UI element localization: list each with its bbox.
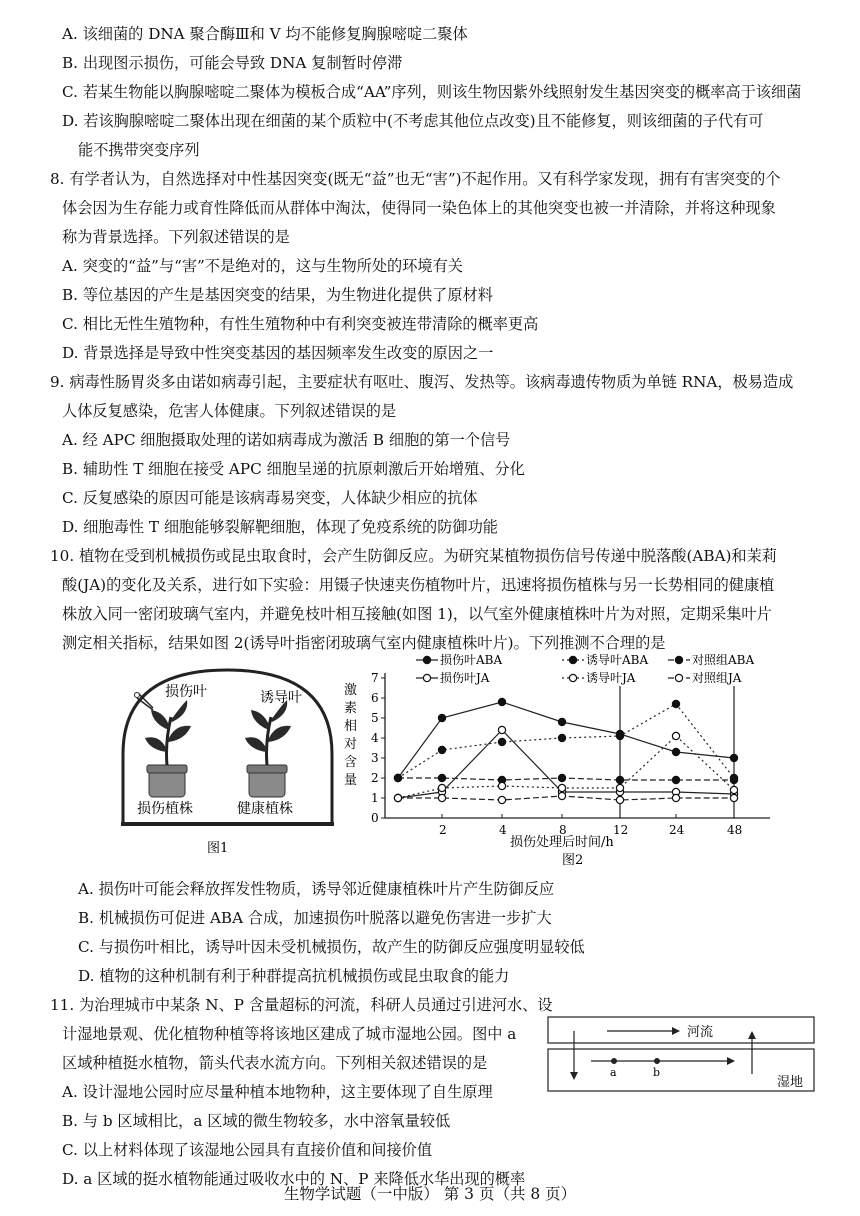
- series-5: [394, 792, 737, 803]
- data-point: [558, 784, 565, 791]
- data-point: [498, 726, 505, 733]
- data-point: [394, 794, 401, 801]
- data-point: [498, 782, 505, 789]
- data-point: [730, 794, 737, 801]
- series-1: [394, 700, 737, 781]
- data-point: [394, 774, 401, 781]
- series-line: [398, 704, 734, 778]
- series-2: [394, 774, 737, 783]
- data-point: [498, 796, 505, 803]
- figure-1-caption: 图1: [207, 841, 229, 856]
- x-tick-label: 2: [439, 823, 447, 837]
- x-tick-label: 8: [559, 823, 567, 837]
- label-a: a: [610, 1066, 617, 1079]
- legend-label: 对照组JA: [692, 671, 742, 685]
- y-tick-label: 4: [371, 731, 379, 745]
- label-b: b: [653, 1066, 661, 1079]
- series-line: [398, 702, 734, 778]
- label-healthy-plant: 健康植株: [237, 801, 293, 817]
- x-tick-label: 48: [727, 823, 743, 837]
- x-tick-label: 12: [613, 823, 629, 837]
- data-point: [558, 792, 565, 799]
- text-line-q7d1: D. 若该胸腺嘧啶二聚体出现在细菌的某个质粒中(不考虑其他位点改变)且不能修复，则该细菌的子代有可: [62, 112, 764, 130]
- text-line-q8s1: 8. 有学者认为，自然选择对中性基因突变(既无“益”也无“害”)不起作用。又有科学家发现，拥有有害突变的个: [50, 170, 781, 188]
- data-point: [616, 796, 623, 803]
- text-line-q8c: C. 相比无性生殖物种，有性生殖物种中有利突变被连带清除的概率更高: [62, 315, 539, 333]
- data-point: [498, 698, 505, 705]
- text-line-q10s1: 10. 植物在受到机械损伤或昆虫取食时，会产生防御反应。为研究某植物损伤信号传递中脱落酸(ABA)和茉莉: [50, 547, 777, 565]
- data-point: [438, 774, 445, 781]
- data-point: [672, 794, 679, 801]
- data-point: [616, 776, 623, 783]
- text-line-q10s4: 测定相关指标，结果如图 2(诱导叶指密闭玻璃气室内健康植株叶片)。下列推测不合理的是: [62, 634, 666, 652]
- y-tick-label: 0: [371, 811, 379, 825]
- x-tick-label: 4: [499, 823, 507, 837]
- series-0: [394, 698, 737, 781]
- text-line-q9s1: 9. 病毒性肠胃炎多由诺如病毒引起，主要症状有呕吐、腹泻、发热等。该病毒遗传物质为单链 RNA，极易造成: [50, 373, 794, 391]
- text-line-q10b: B. 机械损伤可促进 ABA 合成，加速损伤叶脱落以避免伤害进一步扩大: [78, 909, 552, 927]
- data-point: [672, 732, 679, 739]
- chart-y-axis-label: 激素相对含量: [344, 683, 358, 788]
- data-point: [730, 754, 737, 761]
- text-line-q11d: D. a 区域的挺水植物能通过吸收水中的 N、P 来降低水华出现的概率: [62, 1170, 526, 1188]
- page-footer: 生物学试题（一中版） 第 3 页（共 8 页）: [283, 1185, 577, 1203]
- legend-label: 对照组ABA: [692, 653, 755, 667]
- text-line-q8b: B. 等位基因的产生是基因突变的结果，为生物进化提供了原材料: [62, 286, 493, 304]
- legend-label: 损伤叶JA: [440, 671, 490, 685]
- healthy-plant-icon: [245, 700, 291, 797]
- data-point: [616, 784, 623, 791]
- data-point: [730, 776, 737, 783]
- text-line-q11b: B. 与 b 区域相比，a 区域的微生物较多，水中溶氧量较低: [62, 1112, 451, 1130]
- data-point: [438, 714, 445, 721]
- chart-x-axis-label: 损伤处理后时间/h: [510, 835, 614, 850]
- legend-item: [668, 652, 754, 667]
- legend-item: [416, 670, 490, 685]
- text-line-q9c: C. 反复感染的原因可能是该病毒易突变，人体缺少相应的抗体: [62, 489, 478, 507]
- data-point: [438, 784, 445, 791]
- label-river: 河流: [687, 1025, 714, 1040]
- data-point: [672, 748, 679, 755]
- data-point: [558, 734, 565, 741]
- text-line-q11s1: 11. 为治理城市中某条 N、P 含量超标的河流，科研人员通过引进河水、设: [50, 996, 553, 1014]
- text-line-q10s2: 酸(JA)的变化及关系，进行如下实验：用镊子快速夹伤植物叶片，迅速将损伤植株与另一长势相同的健康植: [62, 576, 775, 594]
- chart-series: [394, 698, 737, 803]
- legend-item: [562, 653, 648, 667]
- data-point: [558, 718, 565, 725]
- text-line-q9s2: 人体反复感染，危害人体健康。下列叙述错误的是: [62, 402, 397, 420]
- text-line-q8s3: 称为背景选择。下列叙述错误的是: [62, 228, 290, 246]
- y-tick-label: 3: [371, 751, 379, 765]
- data-point: [498, 738, 505, 745]
- text-line-q11c: C. 以上材料体现了该湿地公园具有直接价值和间接价值: [62, 1141, 433, 1159]
- label-wetland: 湿地: [777, 1075, 804, 1090]
- text-line-q10d: D. 植物的这种机制有利于种群提高抗机械损伤或昆虫取食的能力: [78, 967, 510, 985]
- data-point: [730, 786, 737, 793]
- y-tick-label: 2: [371, 771, 379, 785]
- text-line-q9a: A. 经 APC 细胞摄取处理的诺如病毒成为激活 B 细胞的第一个信号: [62, 431, 511, 449]
- text-line-q11s3: 区域种植挺水植物，箭头代表水流方向。下列相关叙述错误的是: [62, 1054, 488, 1072]
- text-line-q9b: B. 辅助性 T 细胞在接受 APC 细胞呈递的抗原刺激后开始增殖、分化: [62, 460, 525, 478]
- legend-label: 诱导叶JA: [586, 671, 636, 685]
- text-line-q11s2: 计湿地景观、优化植物种植等将该地区建成了城市湿地公园。图中 a: [62, 1025, 517, 1043]
- data-point: [672, 700, 679, 707]
- legend-item: [668, 670, 742, 685]
- figure-3-river-wetland: [547, 1016, 817, 1092]
- y-tick-label: 6: [371, 691, 379, 705]
- text-line-q10c: C. 与损伤叶相比，诱导叶因未受机械损伤，故产生的防御反应强度明显较低: [78, 938, 585, 956]
- y-tick-label: 7: [371, 671, 379, 685]
- point-b-marker: [654, 1058, 660, 1064]
- text-line-q7b: B. 出现图示损伤，可能会导致 DNA 复制暂时停滞: [62, 54, 403, 72]
- text-line-q10a: A. 损伤叶可能会释放挥发性物质，诱导邻近健康植株叶片产生防御反应: [78, 880, 555, 898]
- data-point: [438, 746, 445, 753]
- legend-item: [562, 671, 636, 685]
- text-line-q10s3: 株放入同一密闭玻璃气室内，并避免枝叶相互接触(如图 1)，以气室外健康植株叶片为对照，定期采集叶片: [62, 605, 772, 623]
- text-line-q9d: D. 细胞毒性 T 细胞能够裂解靶细胞，体现了免疫系统的防御功能: [62, 518, 498, 536]
- data-point: [672, 776, 679, 783]
- legend-label: 损伤叶ABA: [440, 653, 503, 667]
- x-tick-label: 24: [669, 823, 685, 837]
- text-line-q7a: A. 该细菌的 DNA 聚合酶Ⅲ和 V 均不能修复胸腺嘧啶二聚体: [62, 25, 468, 43]
- label-damaged-leaf: 损伤叶: [165, 684, 207, 700]
- point-a-marker: [611, 1058, 617, 1064]
- legend-item: [416, 652, 502, 667]
- label-induced-leaf: 诱导叶: [260, 690, 302, 706]
- damaged-plant-icon: [135, 693, 192, 798]
- y-tick-label: 5: [371, 711, 379, 725]
- text-line-q7d2: 能不携带突变序列: [78, 141, 200, 159]
- label-damaged-plant: 损伤植株: [137, 801, 193, 817]
- text-line-q11a: A. 设计湿地公园时应尽量种植本地物种，这主要体现了自生原理: [62, 1083, 493, 1101]
- data-point: [558, 774, 565, 781]
- figure-2-line-chart: [330, 650, 780, 868]
- text-line-q8s2: 体会因为生存能力或育性降低而从群体中淘汰，使得同一染色体上的其他突变也被一并清除，并将这种现象: [62, 199, 776, 217]
- text-line-q8d: D. 背景选择是导致中性突变基因的基因频率发生改变的原因之一: [62, 344, 494, 362]
- figure-2-caption: 图2: [562, 853, 584, 868]
- chart-legend: [416, 652, 754, 685]
- data-point: [438, 794, 445, 801]
- data-point: [616, 732, 623, 739]
- chart-axes: [371, 671, 770, 837]
- text-line-q7c: C. 若某生物能以胸腺嘧啶二聚体为模板合成“AA”序列，则该生物因紫外线照射发生基因突变的概率高于该细菌: [62, 83, 802, 101]
- legend-label: 诱导叶ABA: [586, 653, 649, 667]
- y-tick-label: 1: [371, 791, 379, 805]
- text-line-q8a: A. 突变的“益”与“害”不是绝对的，这与生物所处的环境有关: [62, 257, 463, 275]
- figure-1-glass-chamber: [115, 662, 340, 857]
